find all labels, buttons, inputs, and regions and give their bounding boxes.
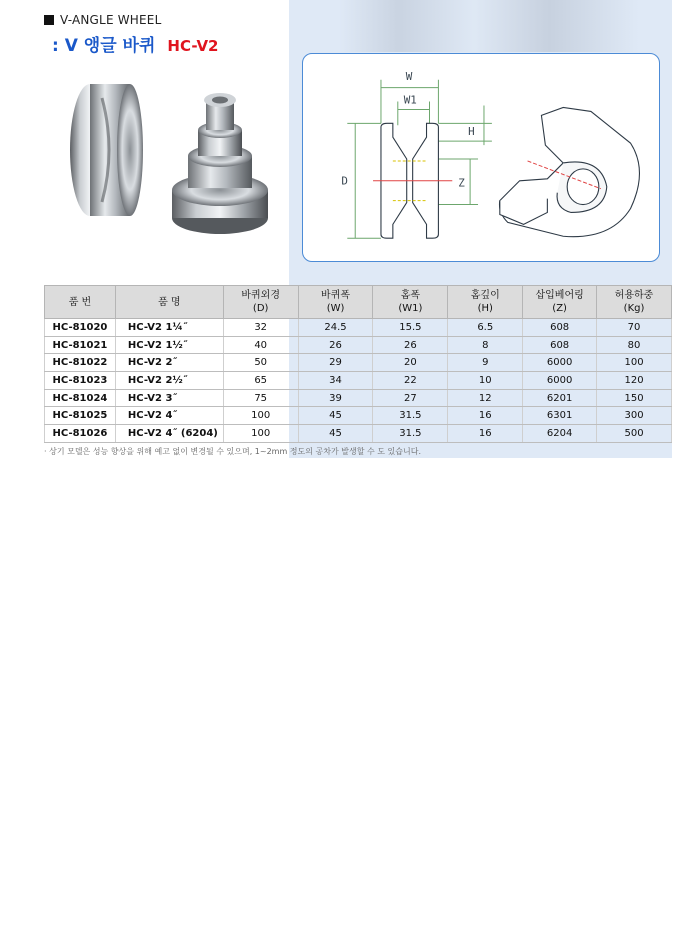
table-cell: 6000: [523, 354, 597, 372]
table-cell: 6301: [523, 407, 597, 425]
spec-table: [44, 285, 672, 443]
column-header-label: 허용하중: [614, 290, 654, 301]
column-header-unit: (Kg): [623, 303, 645, 314]
part-number-cell: HC-81021: [45, 336, 116, 354]
table-cell: 150: [597, 389, 672, 407]
table-cell: 12: [448, 389, 523, 407]
product-name-cell: HC-V2 2˝: [115, 354, 223, 372]
table-cell: 65: [223, 372, 298, 390]
column-header-label: 품 번: [68, 296, 92, 308]
column-header-label: 홈폭: [400, 290, 421, 301]
table-cell: 26: [373, 336, 448, 354]
column-header-label: 삽입베어링: [535, 290, 584, 301]
table-cell: 70: [597, 319, 672, 337]
table-cell: 16: [448, 425, 523, 443]
table-row: [45, 319, 672, 337]
heading-subtitle: V-ANGLE WHEEL: [60, 13, 162, 27]
column-header-label: 바퀴외경: [241, 290, 280, 301]
section-heading: [44, 13, 161, 27]
part-number-cell: HC-81024: [45, 389, 116, 407]
table-cell: 31.5: [373, 425, 448, 443]
column-header: [45, 286, 116, 319]
table-header-row: [45, 286, 672, 319]
column-header: [597, 286, 672, 319]
product-name-cell: HC-V2 3˝: [115, 389, 223, 407]
table-row: [45, 354, 672, 372]
table-cell: 6201: [523, 389, 597, 407]
table-cell: 16: [448, 407, 523, 425]
disclaimer-note: · 상기 모델은 성능 향상을 위해 예고 없이 변경될 수 있으며, 1~2mm 정도의 공차가 발생할 수 도 있습니다.: [44, 447, 421, 456]
table-cell: 45: [298, 407, 373, 425]
square-bullet-icon: [44, 15, 54, 25]
column-header: [373, 286, 448, 319]
part-number-cell: HC-81025: [45, 407, 116, 425]
product-title: [52, 31, 219, 56]
table-cell: 120: [597, 372, 672, 390]
table-row: [45, 425, 672, 443]
column-header-unit: (D): [252, 303, 269, 314]
label-w: W: [405, 69, 413, 83]
column-header: [448, 286, 523, 319]
table-cell: 24.5: [298, 319, 373, 337]
product-name-cell: HC-V2 1¼˝: [115, 319, 223, 337]
column-header: [223, 286, 298, 319]
column-header-label: 품 명: [158, 296, 181, 308]
table-cell: 39: [298, 389, 373, 407]
product-name-cell: HC-V2 4˝ (6204): [115, 425, 223, 443]
table-cell: 50: [223, 354, 298, 372]
table-cell: 100: [223, 425, 298, 443]
product-name-cell: HC-V2 4˝: [115, 407, 223, 425]
product-name-cell: HC-V2 2½˝: [115, 372, 223, 390]
table-cell: 608: [523, 336, 597, 354]
table-cell: 9: [448, 354, 523, 372]
label-z: Z: [458, 176, 465, 190]
label-d: D: [341, 174, 348, 188]
table-cell: 40: [223, 336, 298, 354]
table-cell: 10: [448, 372, 523, 390]
dimension-diagram: [302, 53, 660, 262]
table-cell: 75: [223, 389, 298, 407]
table-cell: 6204: [523, 425, 597, 443]
column-header: [523, 286, 597, 319]
table-cell: 8: [448, 336, 523, 354]
table-row: [45, 389, 672, 407]
table-cell: 27: [373, 389, 448, 407]
table-cell: 32: [223, 319, 298, 337]
label-h: H: [468, 125, 475, 139]
table-cell: 300: [597, 407, 672, 425]
table-cell: 45: [298, 425, 373, 443]
table-body: [45, 319, 672, 443]
label-w1: W1: [403, 93, 417, 107]
table-cell: 500: [597, 425, 672, 443]
column-header-unit: (W1): [398, 303, 423, 314]
column-header-label: 바퀴폭: [321, 290, 351, 301]
table-cell: 34: [298, 372, 373, 390]
column-header-unit: (Z): [552, 303, 567, 314]
table-cell: 80: [597, 336, 672, 354]
column-header-label: 홈깊이: [470, 290, 500, 301]
table-cell: 6000: [523, 372, 597, 390]
table-cell: 15.5: [373, 319, 448, 337]
table-cell: 608: [523, 319, 597, 337]
table-row: [45, 372, 672, 390]
part-number-cell: HC-81026: [45, 425, 116, 443]
model-code: HC-V2: [167, 37, 219, 55]
part-number-cell: HC-81022: [45, 354, 116, 372]
table-cell: 29: [298, 354, 373, 372]
table-cell: 31.5: [373, 407, 448, 425]
table-cell: 100: [223, 407, 298, 425]
title-korean: : V 앵글 바퀴: [52, 36, 156, 56]
part-number-cell: HC-81020: [45, 319, 116, 337]
table-cell: 22: [373, 372, 448, 390]
column-header-unit: (W): [326, 303, 345, 314]
product-name-cell: HC-V2 1½˝: [115, 336, 223, 354]
table-cell: 26: [298, 336, 373, 354]
column-header-unit: (H): [477, 303, 493, 314]
table-cell: 20: [373, 354, 448, 372]
part-number-cell: HC-81023: [45, 372, 116, 390]
table-cell: 6.5: [448, 319, 523, 337]
product-photo: [60, 78, 275, 248]
table-cell: 100: [597, 354, 672, 372]
column-header: [298, 286, 373, 319]
column-header: [115, 286, 223, 319]
table-row: [45, 336, 672, 354]
table-row: [45, 407, 672, 425]
